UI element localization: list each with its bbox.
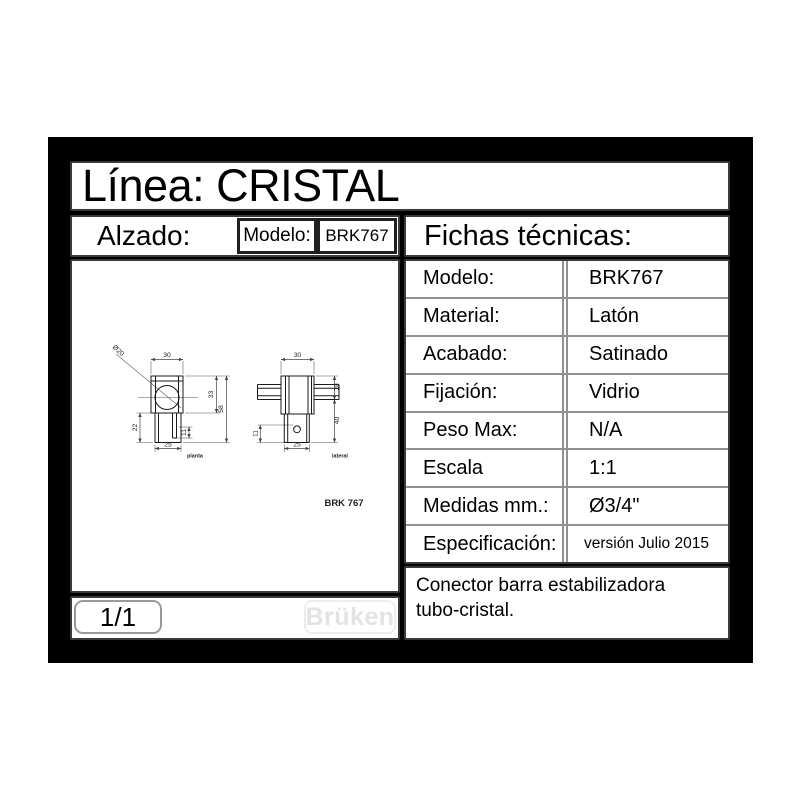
dim-lateral-lower-height: 40 xyxy=(334,416,341,425)
dim-planta-base-width: 25 xyxy=(164,441,172,449)
table-row xyxy=(406,297,728,335)
table-row xyxy=(406,448,728,486)
lateral-view-outline xyxy=(258,376,340,443)
specs-header-title: Fichas técnicas: xyxy=(424,219,632,252)
model-label: Modelo: xyxy=(243,225,311,246)
page-indicator xyxy=(74,600,162,634)
view-labels xyxy=(187,454,364,510)
spec-value: Ø3/4" xyxy=(566,488,728,524)
spec-label: Especificación: xyxy=(406,526,564,562)
spec-label: Acabado: xyxy=(406,337,564,373)
dim-planta-diameter: Ø20 xyxy=(110,343,126,358)
sheet-title: Línea: CRISTAL xyxy=(82,160,400,211)
table-row xyxy=(406,373,728,411)
spec-value: Vidrio xyxy=(566,375,728,411)
sheet-title-bar xyxy=(70,161,730,211)
spec-value: N/A xyxy=(566,413,728,449)
dim-planta-width: 30 xyxy=(163,352,171,359)
spec-label: Peso Max: xyxy=(406,413,564,449)
table-row xyxy=(406,335,728,373)
extension-lines xyxy=(116,354,338,452)
dim-lateral-bar-height: 18 xyxy=(333,383,341,391)
view-header xyxy=(70,215,400,257)
model-value: BRK767 xyxy=(325,226,389,245)
table-row xyxy=(406,524,728,562)
dim-lateral-base-width: 25 xyxy=(293,441,301,449)
dim-lateral-hole-offset: 11 xyxy=(252,429,260,438)
spec-value: 1:1 xyxy=(566,450,728,486)
lateral-view-label: lateral xyxy=(332,453,348,460)
spec-value: Satinado xyxy=(566,337,728,373)
view-label: Alzado: xyxy=(97,220,191,251)
model-value-box xyxy=(317,218,397,254)
dim-planta-head-height: 33 xyxy=(208,390,215,399)
model-label-box xyxy=(237,218,317,254)
specs-table xyxy=(404,259,730,564)
planta-view-label: planta xyxy=(187,453,203,460)
part-number-label: BRK 767 xyxy=(324,498,364,509)
description-box xyxy=(404,566,730,640)
dim-planta-total-height: 58 xyxy=(218,405,225,413)
spec-label: Modelo: xyxy=(406,261,564,297)
page-indicator-text: 1/1 xyxy=(99,601,137,632)
spec-value: Latón xyxy=(566,299,728,335)
spec-value: BRK767 xyxy=(566,261,728,297)
specs-header xyxy=(404,215,730,257)
planta-view-outline xyxy=(151,376,183,443)
dim-planta-slot: 11 xyxy=(181,428,188,437)
spec-label: Escala xyxy=(406,450,564,486)
spec-label: Fijación: xyxy=(406,375,564,411)
brand-watermark-text: Brüken xyxy=(305,602,395,631)
technical-drawing-panel xyxy=(70,259,400,593)
spec-value: versión Julio 2015 xyxy=(566,526,728,562)
technical-drawing xyxy=(72,261,398,591)
dim-lateral-width: 30 xyxy=(293,352,302,359)
table-row xyxy=(406,261,728,297)
part-description: Conector barra estabilizadora tubo-cristal. xyxy=(416,575,666,621)
spec-label: Medidas mm.: xyxy=(406,488,564,524)
table-row xyxy=(406,486,728,524)
table-row xyxy=(406,411,728,449)
spec-label: Material: xyxy=(406,299,564,335)
brand-watermark xyxy=(304,600,396,634)
page-footer-strip xyxy=(70,596,400,640)
drawing-sheet-frame xyxy=(48,137,753,663)
dimension-lines xyxy=(140,360,335,449)
dim-planta-stem-height: 22 xyxy=(132,423,139,432)
